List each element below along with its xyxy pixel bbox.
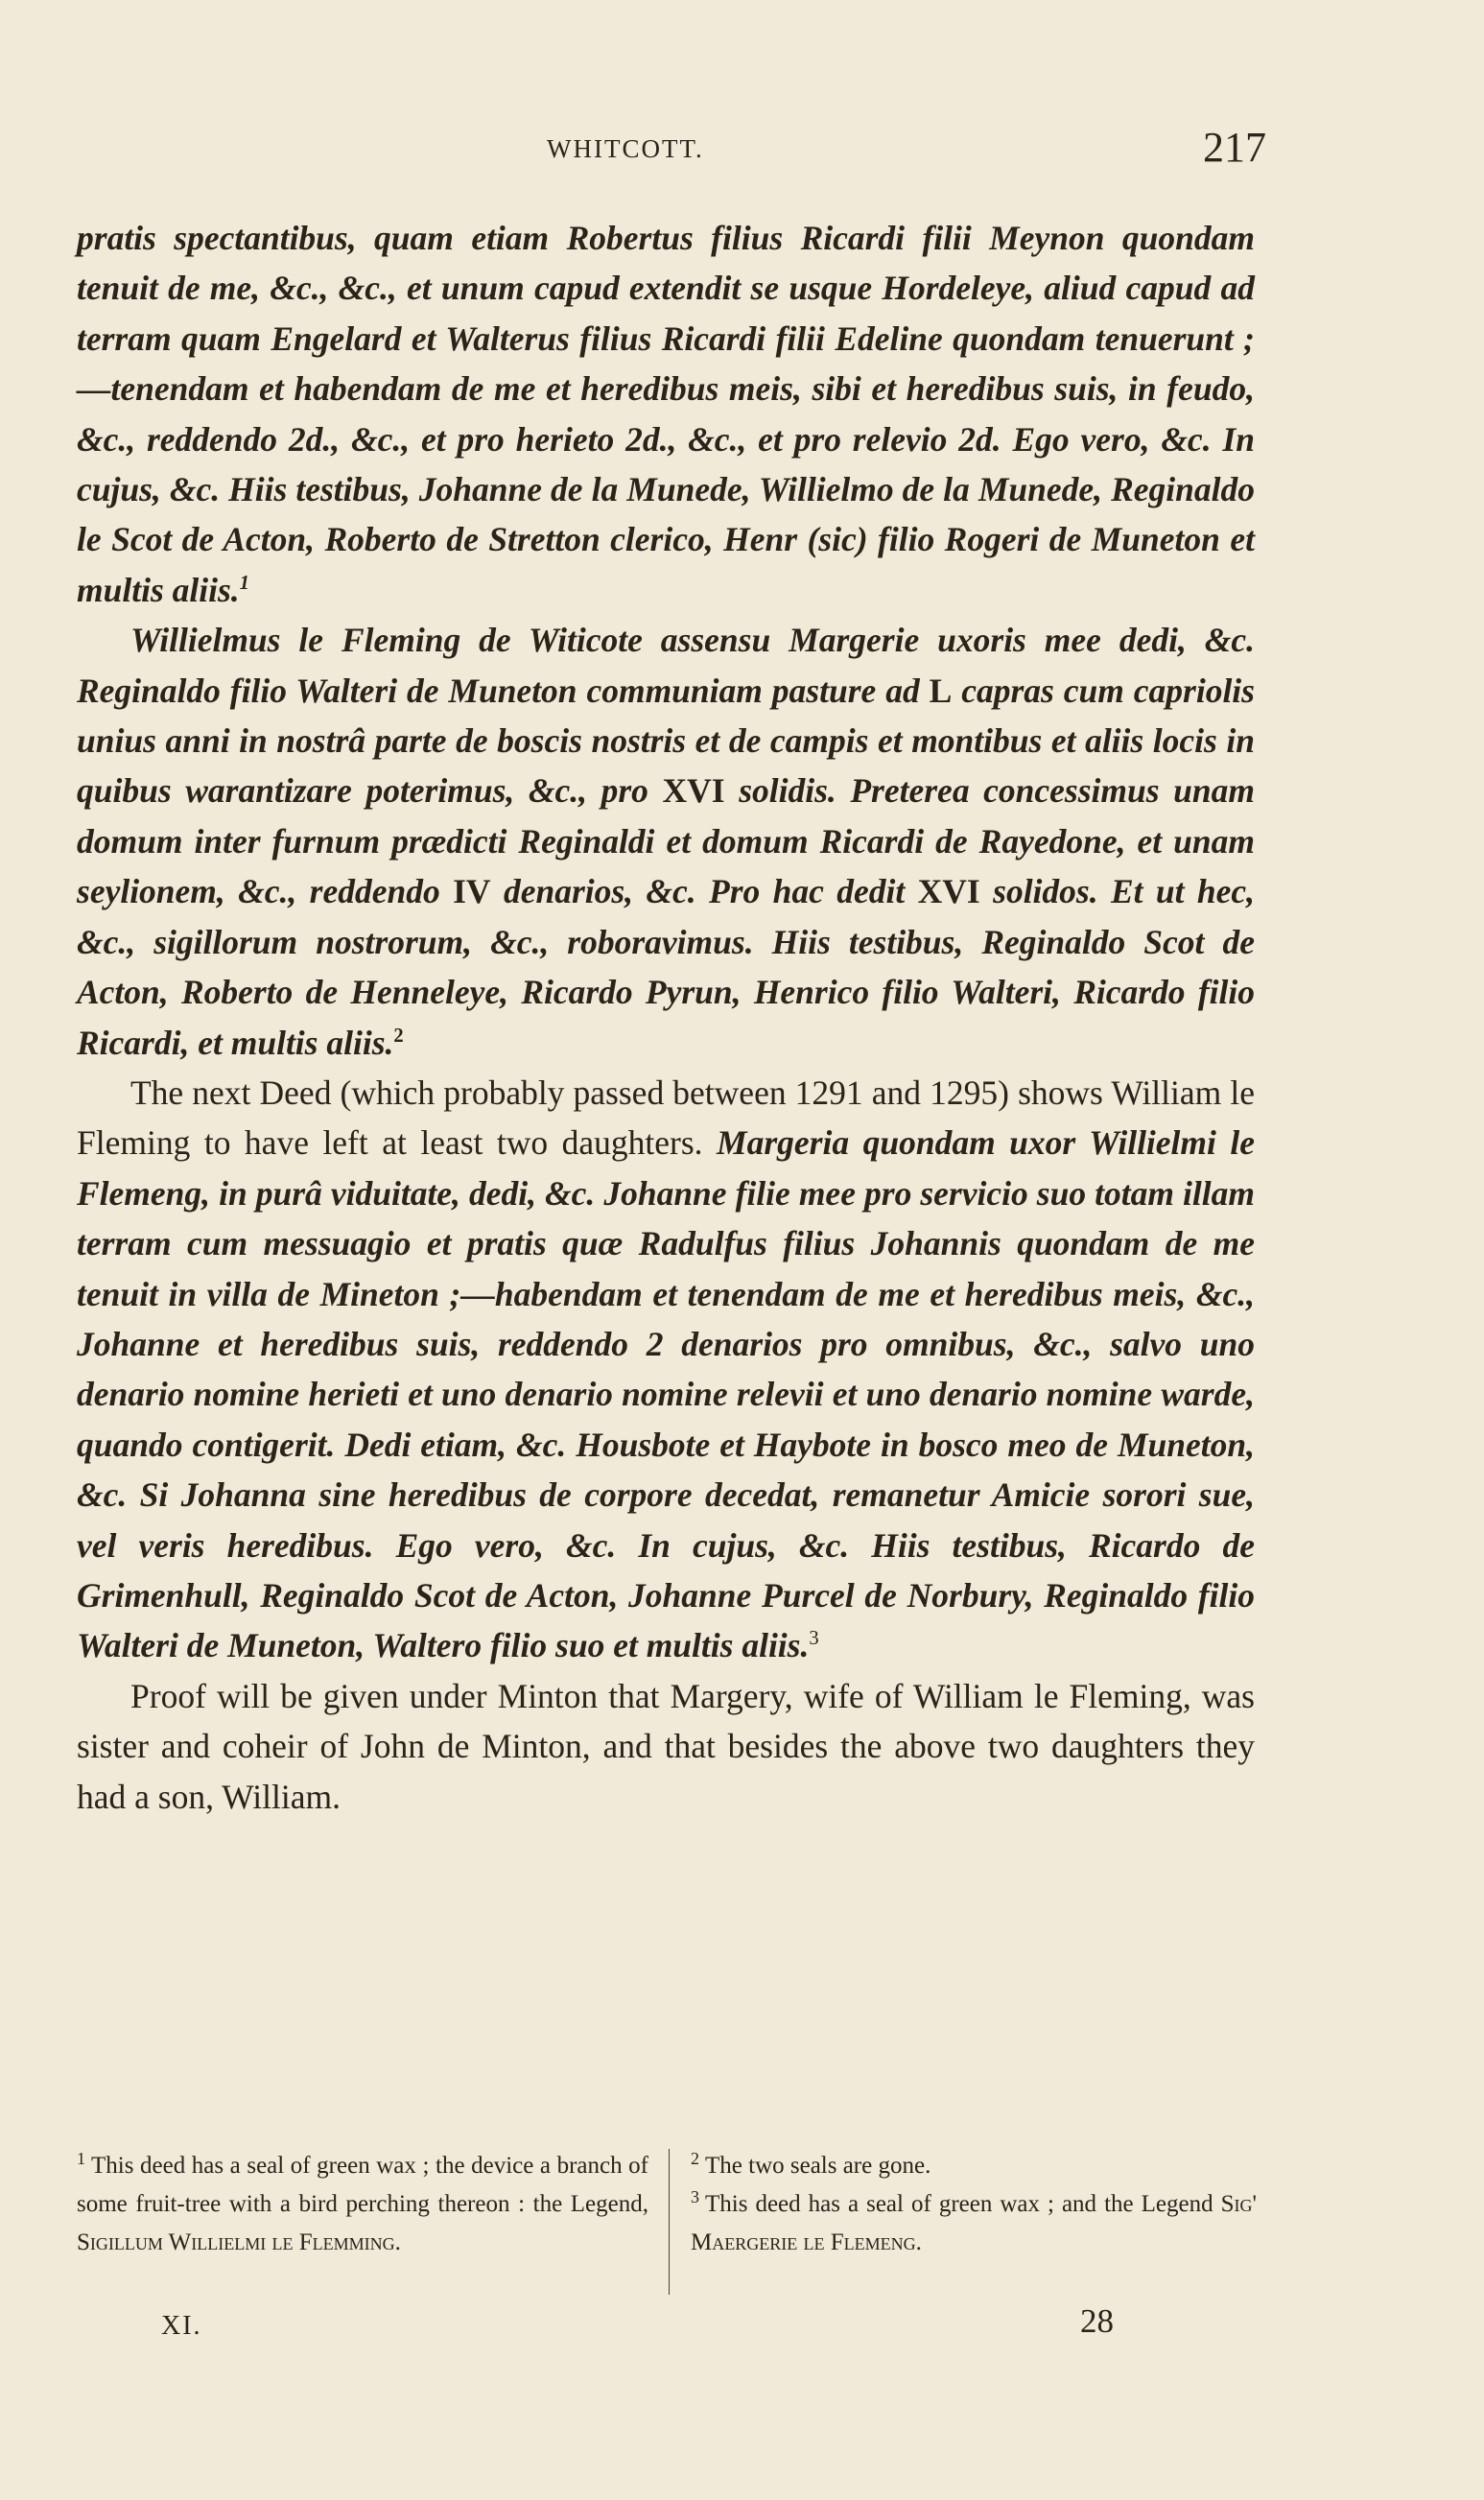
sheet-number: 28: [1080, 2302, 1114, 2340]
footnote-ref: 2: [393, 1025, 404, 1047]
page-header: [77, 123, 1266, 180]
narrative-text: The next Deed (which probably passed between 1291 and 1295) shows William le Fleming to have left at least two daughters.: [77, 1073, 1255, 1163]
deed-text: solidos. Et ut hec, &c., sigillorum nostrorum, &c., roboravimus. Hiis testibus, Reginaldo Scot de Acton, Roberto de Henneleye, Ricardo Pyrun, Henrico filio Walteri, Ricardo filio Ricardi, et multis aliis.: [77, 872, 1256, 1062]
deed-text: pratis spectantibus, quam etiam Robertus filius Ricardi filii Meynon quondam tenuit de me, &c., &c., et unum capud extendit se usque Hordeleye, aliud capud ad terram quam Engelard et Walterus filius Ricardi filii Edeline quondam tenuerunt ;—tenendam et habendam de me et heredibus meis, sibi et heredibus suis, in feudo, &c., reddendo 2d., &c., et pro herieto 2d., &c., et pro relevio 2d. Ego vero, &c. In cujus, &c. Hiis testibus, Johanne de la Munede, Willielmo de la Munede, Reginaldo le Scot de Acton, Roberto de Stretton clerico, Henr (sic) filio Rogeri de Muneton et multis aliis.: [77, 219, 1255, 609]
footnote-text: This deed has a seal of green wax ; the device a branch of some fruit-tree with a bird perching thereon : the Legend,: [77, 2153, 648, 2217]
paragraph-proof: Proof will be given under Minton that Margery, wife of William le Fleming, was sister and coheir of John de Minton, and that besides the above two daughters they had a son, William.: [77, 1676, 1255, 1816]
footnote-3: [691, 2185, 1257, 2262]
paragraph-next-deed: [77, 1068, 1255, 1671]
footnote-2: [691, 2147, 1257, 2185]
footnote-2-3: [691, 2147, 1257, 2262]
footnote-number: 1: [77, 2148, 85, 2168]
deed-text: solidis. Preterea concessimus unam domum inter furnum prædicti Reginaldi et domum Ricardi de Rayedone, et unam seylionem, &c., reddendo: [77, 771, 1256, 911]
body-text: [77, 213, 1255, 1822]
paragraph-deed-continuation: [77, 213, 1255, 615]
deed-text: capras cum capriolis unius anni in nostrâ parte de boscis nostris et de campis et montibus et aliis locis in quibus warantizare poterimus, &c., pro: [77, 671, 1255, 811]
footnotes: [77, 2147, 1257, 2300]
running-title: WHITCOTT.: [547, 134, 704, 163]
deed-text: Margeria quondam uxor Willielmi le Flemeng, in purâ viduitate, dedi, &c. Johanne filie mee pro servicio suo totam illam terram cum messuagio et pratis quæ Radulfus filius Johannis quondam de me tenuit in villa de Mineton ;—habendam et tenendam de me et heredibus meis, &c., Johanne et heredibus suis, reddendo 2 denarios pro omnibus, &c., salvo uno denario nomine herieti et uno denario nomine relevii et uno denario nomine warde, quando contigerit. Dedi etiam, &c. Housbote et Haybote in bosco meo de Muneton, &c. Si Johanna sine heredibus de corpore decedat, remanetur Amicie sorori sue, vel veris heredibus. Ego vero, &c. In cujus, &c. Hiis testibus, Ricardo de Grimenhull, Reginaldo Scot de Acton, Johanne Purcel de Norbury, Reginaldo filio Walteri de Muneton, Waltero filio suo et multis aliis.: [77, 1123, 1255, 1665]
seal-legend: Sigillum Willielmi le Flemming.: [77, 2229, 401, 2255]
footnote-text: The two seals are gone.: [705, 2153, 931, 2179]
paragraph-fleming-deed: [77, 615, 1255, 1068]
printer-signature: XI.: [161, 2311, 202, 2341]
footnote-number: 3: [691, 2186, 699, 2206]
footnote-ref: 3: [809, 1628, 819, 1650]
footnote-divider: [669, 2149, 670, 2295]
seal-legend: Sig' Maergerie le Flemeng.: [691, 2191, 1258, 2255]
roman-numeral: IV: [453, 872, 491, 911]
footnote-1: [77, 2147, 648, 2262]
page-number: 217: [1203, 124, 1266, 171]
footnote-text: This deed has a seal of green wax ; and the Legend: [705, 2191, 1213, 2217]
roman-numeral: XVI: [662, 771, 725, 811]
footnote-ref: 1: [239, 573, 249, 595]
deed-text: denarios, &c. Pro hac dedit: [503, 872, 906, 911]
deed-text: Willielmus le Fleming de Witicote assensu Margerie uxoris mee dedi, &c. Reginaldo filio Walteri de Muneton communiam pasture ad: [77, 621, 1255, 710]
roman-numeral: L: [929, 671, 953, 710]
roman-numeral: XVI: [917, 872, 980, 911]
footnote-number: 2: [691, 2148, 699, 2168]
